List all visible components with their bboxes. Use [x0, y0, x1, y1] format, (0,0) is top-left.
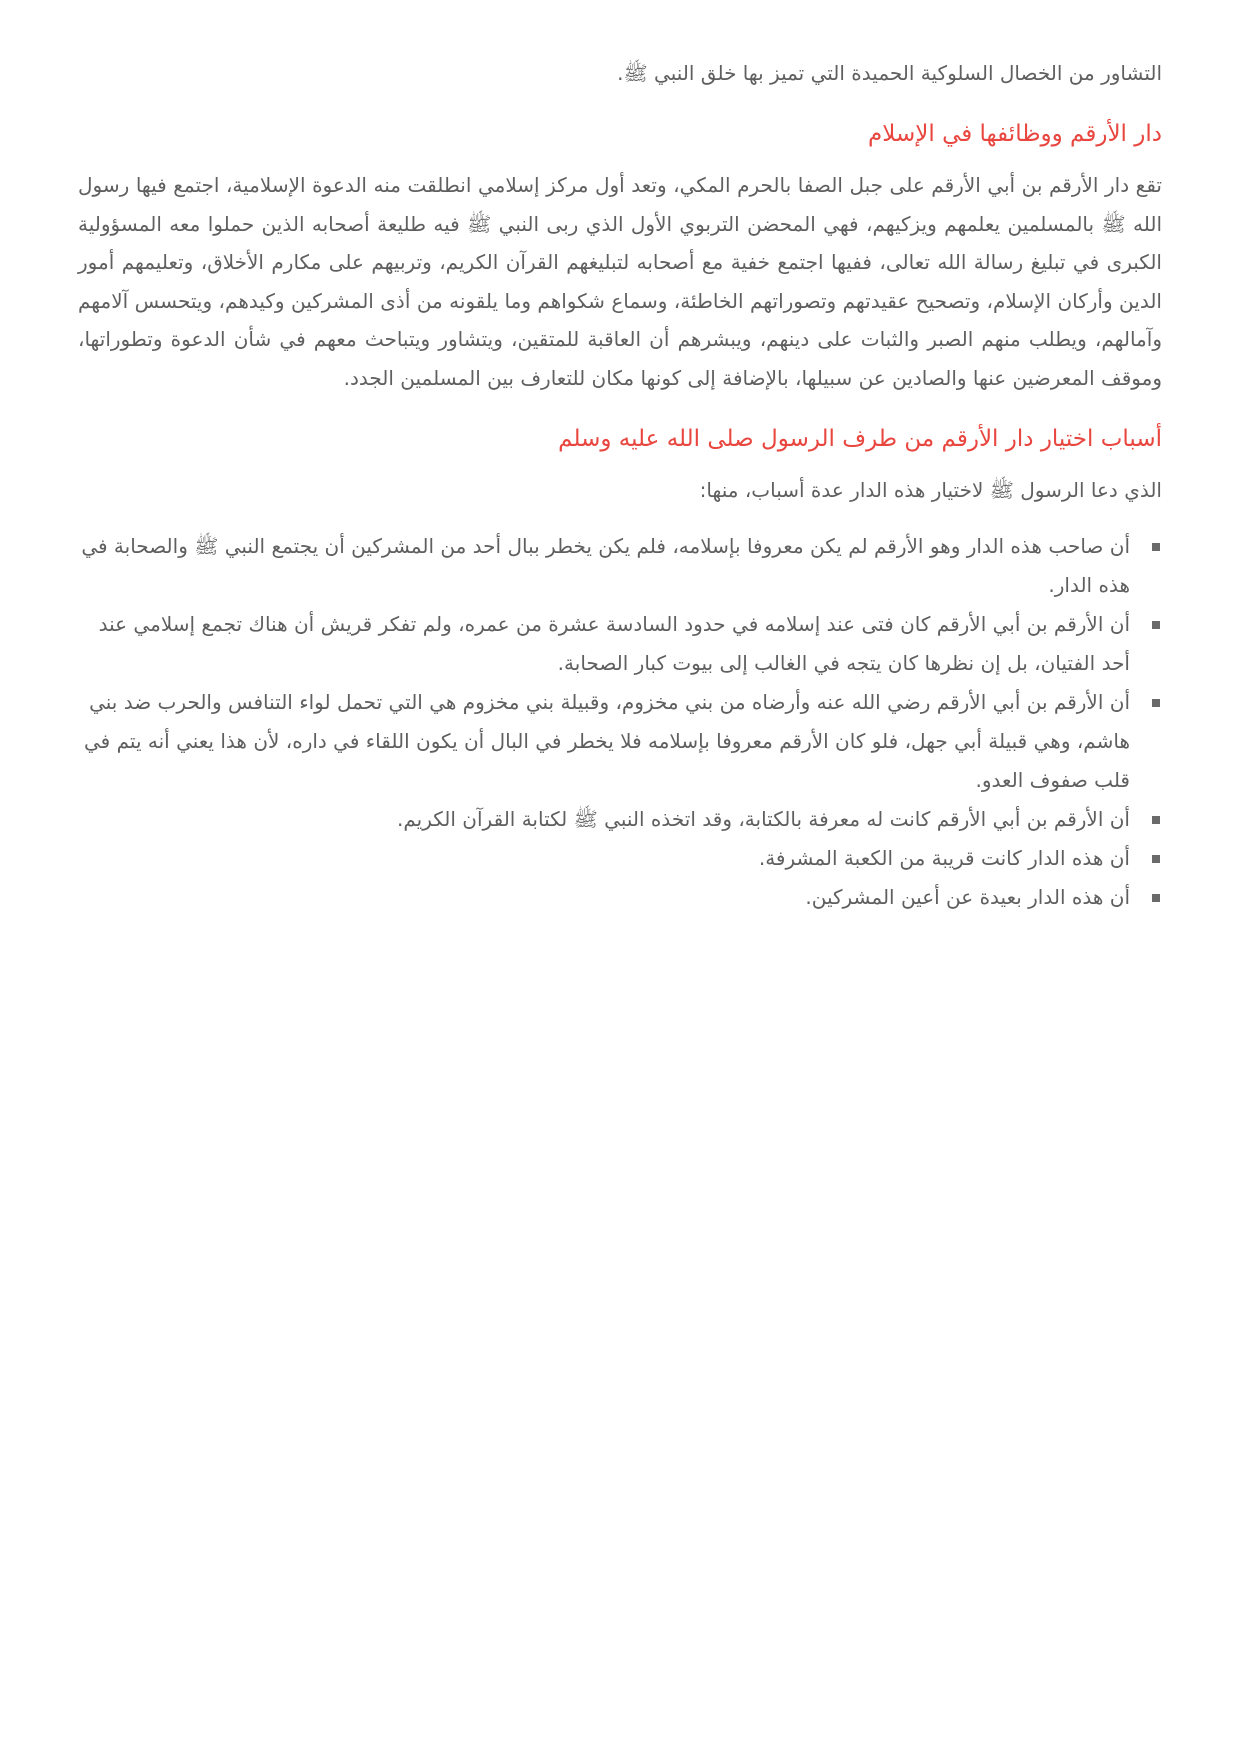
list-item-text: أن صاحب هذه الدار وهو الأرقم لم يكن معروفا بإسلامه، فلم يكن يخطر ببال أحد من المشركين أن يجتمع النبي ﷺ والصحابة في هذه الدار. [81, 534, 1130, 597]
list-item-text: أن الأرقم بن أبي الأرقم كان فتى عند إسلامه في حدود السادسة عشرة من عمره، ولم تفكر قريش أن هناك تجمع إسلامي عند أحد الفتيان، بل إن نظرها كان يتجه في الغالب إلى بيوت كبار الصحابة. [98, 612, 1130, 675]
list-item-text: أن الأرقم بن أبي الأرقم كانت له معرفة بالكتابة، وقد اتخذه النبي ﷺ لكتابة القرآن الكريم. [396, 807, 1130, 831]
reasons-lead-paragraph: الذي دعا الرسول ﷺ لاختيار هذه الدار عدة أسباب، منها: [699, 478, 1162, 502]
square-bullet-icon [1152, 816, 1160, 824]
reasons-list [78, 527, 1162, 917]
list-item-text: أن هذه الدار كانت قريبة من الكعبة المشرفة. [758, 846, 1130, 870]
section-body-paragraph: تقع دار الأرقم بن أبي الأرقم على جبل الصفا بالحرم المكي، وتعد أول مركز إسلامي انطلقت منه الدعوة الإسلامية، اجتمع فيها رسول الله ﷺ بالمسلمين يعلمهم ويزكيهم، فهي المحضن التربوي الأول الذي ربى النبي ﷺ فيه طليعة أصحابه الذين حملوا معه المسؤولية الكبرى في تبليغ رسالة الله تعالى، ففيها اجتمع خفية مع أصحابه لتبليغهم القرآن الكريم، وتربيهم على مكارم الأخلاق، وتعليمهم أمور الدين وأركان الإسلام، وتصحيح عقيدتهم وتصوراتهم الخاطئة، وسماع شكواهم وما يلقونه من أذى المشركين وكيدهم، ويتحسس آلامهم وآمالهم، ويطلب منهم الصبر والثبات على دينهم، ويبشرهم أن العاقبة للمتقين، ويتشاور ويتباحث معهم في شأن الدعوة وتطوراتها، وموقف المعرضين عنها والصادين عن سبيلها، بالإضافة إلى كونها مكان للتعارف بين المسلمين الجدد. [78, 173, 1162, 390]
list-item [78, 839, 1130, 878]
section-heading: أسباب اختيار دار الأرقم من طرف الرسول صلى الله عليه وسلم [558, 426, 1162, 452]
list-item-text: أن الأرقم بن أبي الأرقم رضي الله عنه وأرضاه من بني مخزوم، وقبيلة بني مخزوم هي التي تحمل لواء التنافس والحرب ضد بني هاشم، وهي قبيلة أبي جهل، فلو كان الأرقم معروفا بإسلامه فلا يخطر في البال أن يكون اللقاء في داره، لأن هذا يعني أنه يتم في قلب صفوف العدو. [84, 690, 1130, 792]
list-item [78, 683, 1130, 800]
square-bullet-icon [1152, 699, 1160, 707]
section-reasons [78, 421, 1162, 917]
intro-paragraph: التشاور من الخصال السلوكية الحميدة التي تميز بها خلق النبي ﷺ. [617, 61, 1162, 85]
list-item [78, 800, 1130, 839]
section-heading: دار الأرقم ووظائفها في الإسلام [868, 121, 1162, 147]
square-bullet-icon [1152, 894, 1160, 902]
list-item [78, 878, 1130, 917]
square-bullet-icon [1152, 621, 1160, 629]
list-item [78, 527, 1130, 605]
square-bullet-icon [1152, 543, 1160, 551]
square-bullet-icon [1152, 855, 1160, 863]
list-item-text: أن هذه الدار بعيدة عن أعين المشركين. [805, 885, 1130, 909]
section-dar-al-arqam [78, 116, 1162, 397]
document-page [78, 54, 1162, 917]
list-item [78, 605, 1130, 683]
